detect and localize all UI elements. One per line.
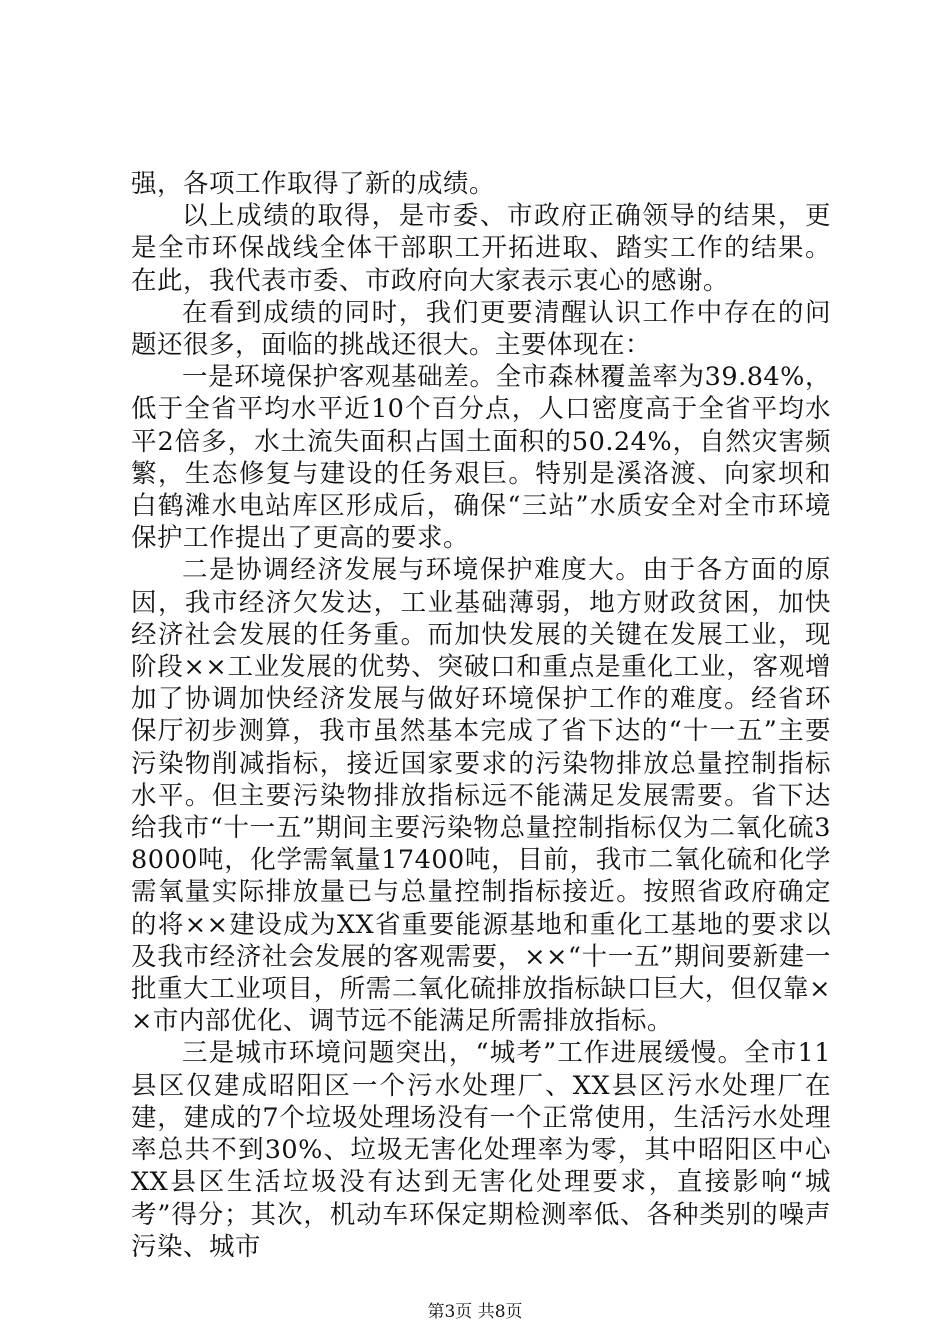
paragraph-3: 在看到成绩的同时，我们更要清醒认识工作中存在的问题还很多，面临的挑战还很大。主要体现在： [131,297,831,361]
paragraph-4: 一是环境保护客观基础差。全市森林覆盖率为39.84%，低于全省平均水平近10个百分点，人口密度高于全省平均水平2倍多，水土流失面积占国土面积的50.24%，自然灾害频繁，生态修复与建设的任务艰巨。特别是溪洛渡、向家坝和白鹤滩水电站库区形成后，确保“三站”水质安全对全市环境保护工作提出了更高的要求。 [131,362,831,554]
paragraph-2: 以上成绩的取得，是市委、市政府正确领导的结果，更是全市环保战线全体干部职工开拓进取、踏实工作的结果。在此，我代表市委、市政府向大家表示衷心的感谢。 [131,201,831,296]
paragraph-5: 二是协调经济发展与环境保护难度大。由于各方面的原因，我市经济欠发达，工业基础薄弱，地方财政贫困，加快经济社会发展的任务重。而加快发展的关键在发展工业，现阶段××工业发展的优势、突破口和重点是重化工业，客观增加了协调加快经济发展与做好环境保护工作的难度。经省环保厅初步测算，我市虽然基本完成了省下达的“十一五”主要污染物削减指标，接近国家要求的污染物排放总量控制指标水平。但主要污染物排放指标远不能满足发展需要。省下达给我市“十一五”期间主要污染物总量控制指标仅为二氧化硫38000吨，化学需氧量17400吨，目前，我市二氧化硫和化学需氧量实际排放量已与总量控制指标接近。按照省政府确定的将××建设成为XX省重要能源基地和重化工基地的要求以及我市经济社会发展的客观需要，××“十一五”期间要新建一批重大工业项目，所需二氧化硫排放指标缺口巨大，但仅靠××市内部优化、调节远不能满足所需排放指标。 [131,555,831,1037]
document-body [131,168,831,1263]
paragraph-6: 三是城市环境问题突出，“城考”工作进展缓慢。全市11县区仅建成昭阳区一个污水处理厂、XX县区污水处理厂在建，建成的7个垃圾处理场没有一个正常使用，生活污水处理率总共不到30%、垃圾无害化处理率为零，其中昭阳区中心XX县区生活垃圾没有达到无害化处理要求，直接影响“城考”得分；其次，机动车环保定期检测率低、各种类别的噪声污染、城市 [131,1038,831,1262]
paragraph-1: 强，各项工作取得了新的成绩。 [131,169,496,199]
page-footer: 第3页 共8页 [427,1302,523,1322]
